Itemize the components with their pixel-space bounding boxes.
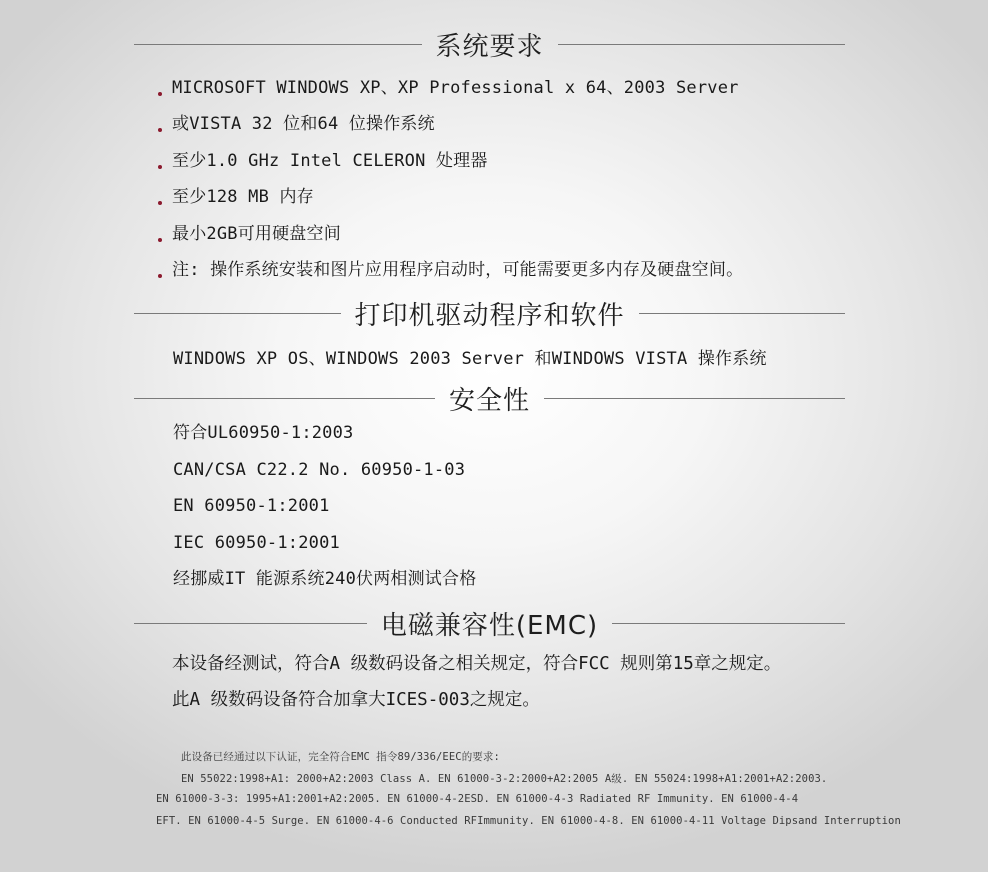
list-item: 至少128 MB 内存 (158, 179, 743, 215)
divider (134, 623, 367, 624)
list-item: 最小2GB可用硬盘空间 (158, 216, 743, 252)
list-item: 或VISTA 32 位和64 位操作系统 (158, 106, 743, 142)
safety-heading (134, 380, 845, 416)
driver-software-heading (134, 295, 845, 331)
bullet-icon (158, 165, 162, 169)
divider (558, 44, 846, 45)
divider (639, 313, 846, 314)
list-item: 符合UL60950-1:2003 (173, 423, 354, 443)
fine-print-line: 此设备已经通过以下认证，完全符合EMC 指令89/336/EEC的要求: (181, 751, 500, 763)
emc-statement: 此A 级数码设备符合加拿大ICES-003之规定。 (172, 690, 540, 710)
section-title: 打印机驱动程序和软件 (354, 300, 625, 331)
list-item: EN 60950-1:2001 (173, 496, 330, 516)
fine-print-line: EN 55022:1998+A1: 2000+A2:2003 Class A. EN 61000-3-2:2000+A2:2005 A级. EN 55024:1998+A1:2001+A2:2003. (181, 773, 828, 785)
bullet-icon (158, 201, 162, 205)
fine-print-line: EFT. EN 61000-4-5 Surge. EN 61000-4-6 Conducted RFImmunity. EN 61000-4-8. EN 61000-4-11 Voltage Dipsand Interruption (156, 815, 901, 827)
safety-list (173, 415, 476, 598)
list-item: CAN/CSA C22.2 No. 60950-1-03 (173, 459, 466, 480)
bullet-icon (158, 238, 162, 242)
bullet-icon (158, 128, 162, 132)
list-item: MICROSOFT WINDOWS XP、XP Professional x 64、2003 Server (158, 70, 743, 106)
driver-os-text: WINDOWS XP OS、WINDOWS 2003 Server 和WINDOWS VISTA 操作系统 (173, 349, 767, 369)
emc-statement: 本设备经测试，符合A 级数码设备之相关规定，符合FCC 规则第15章之规定。 (172, 654, 782, 674)
emc-heading (134, 605, 845, 641)
system-requirements-list (158, 70, 743, 288)
divider (134, 44, 422, 45)
divider (612, 623, 845, 624)
list-item: 经挪威IT 能源系统240伏两相测试合格 (173, 569, 477, 589)
list-item: IEC 60950-1:2001 (173, 532, 340, 553)
section-title: 安全性 (449, 385, 531, 416)
list-item: 注: 操作系统安装和图片应用程序启动时，可能需要更多内存及硬盘空间。 (158, 252, 743, 288)
section-title: 系统要求 (435, 31, 544, 62)
bullet-icon (158, 92, 162, 96)
fine-print-line: EN 61000-3-3: 1995+A1:2001+A2:2005. EN 61000-4-2ESD. EN 61000-4-3 Radiated RF Immunity. EN 61000-4-4 (156, 793, 799, 805)
divider (134, 313, 341, 314)
bullet-icon (158, 274, 162, 278)
section-title: 电磁兼容性(EMC) (380, 610, 599, 641)
divider (544, 398, 845, 399)
list-item: 至少1.0 GHz Intel CELERON 处理器 (158, 143, 743, 179)
system-requirements-heading (134, 26, 845, 62)
divider (134, 398, 435, 399)
